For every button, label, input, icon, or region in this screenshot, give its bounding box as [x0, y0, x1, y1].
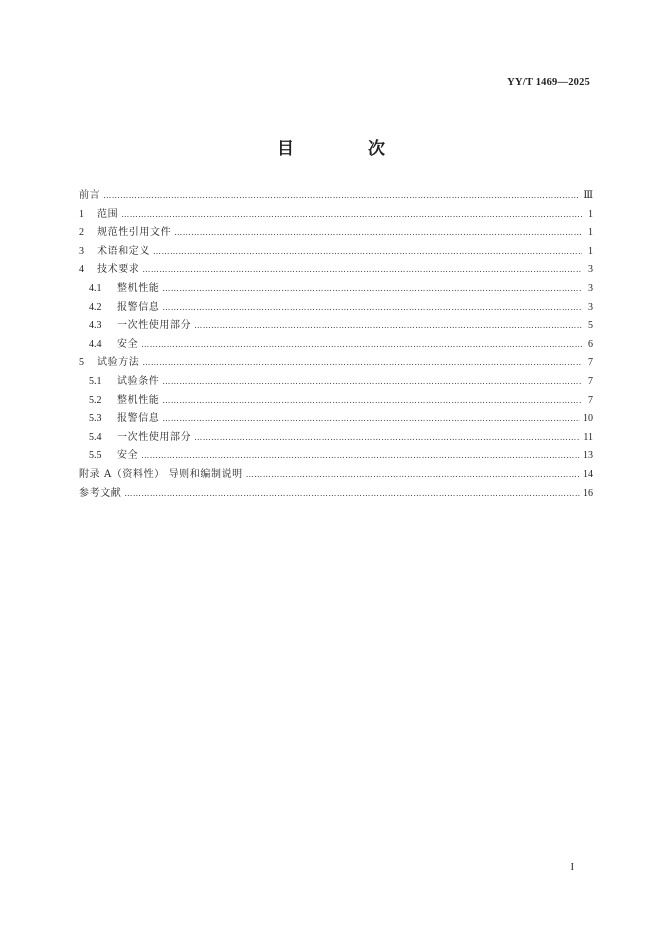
toc-entry-page: 13 — [583, 450, 593, 462]
toc-entry-5-4[interactable] — [79, 428, 593, 447]
leader-dots — [103, 191, 580, 200]
toc-entry-number: 4.2 — [89, 301, 102, 313]
toc-entry-page: 7 — [588, 357, 593, 369]
toc-entry-title: 整机性能 — [117, 282, 160, 294]
toc-entry-appendix-a[interactable] — [79, 465, 593, 484]
page-title: 目 次 — [277, 139, 419, 159]
toc-entry-title: 试验条件 — [117, 375, 160, 387]
toc-entry-page: 7 — [588, 394, 593, 406]
leader-dots — [142, 265, 582, 274]
toc-entry-5-5[interactable] — [79, 446, 593, 465]
leader-dots — [194, 433, 580, 442]
toc-entry-number: 1 — [79, 208, 84, 220]
toc-entry-normative-references[interactable] — [79, 223, 593, 242]
toc-entry-title: 整机性能 — [117, 394, 160, 406]
toc-entry-page: 3 — [588, 301, 593, 313]
document-code: YY/T 1469—2025 — [507, 77, 590, 88]
leader-dots — [162, 303, 582, 312]
toc-entry-title: 报警信息 — [117, 301, 160, 313]
toc-entry-page: 3 — [588, 282, 593, 294]
toc-entry-title: 技术要求 — [97, 264, 140, 276]
toc-entry-title: 一次性使用部分 — [117, 320, 192, 332]
toc-entry-title: 前言 — [79, 190, 101, 201]
toc-entry-title: 术语和定义 — [97, 245, 150, 257]
leader-dots — [162, 396, 582, 405]
leader-dots — [162, 284, 582, 293]
toc-entry-title: 附录 A（资料性） 导则和编制说明 — [79, 468, 243, 480]
toc-entry-number: 5.4 — [89, 431, 102, 443]
toc-entry-title: 规范性引用文件 — [97, 227, 172, 239]
toc-entry-number: 4 — [79, 264, 84, 276]
leader-dots — [141, 340, 582, 349]
page-number: I — [570, 862, 574, 873]
toc-entry-test-methods[interactable] — [79, 353, 593, 372]
toc-entry-page: 14 — [583, 468, 593, 480]
toc-entry-title: 报警信息 — [117, 413, 160, 425]
toc-entry-title: 参考文献 — [79, 487, 122, 499]
leader-dots — [162, 377, 582, 386]
toc-entry-number: 4.3 — [89, 320, 102, 332]
leader-dots — [174, 228, 582, 237]
toc-entry-page: 3 — [588, 264, 593, 276]
toc-entry-4-2[interactable] — [79, 298, 593, 317]
toc-entry-bibliography[interactable] — [79, 484, 593, 503]
toc-entry-page: 10 — [583, 413, 593, 425]
toc-entry-number: 5.2 — [89, 394, 102, 406]
toc-entry-title: 一次性使用部分 — [117, 431, 192, 443]
toc-entry-page: 5 — [588, 320, 593, 332]
toc-entry-title: 范围 — [97, 208, 119, 220]
toc-entry-page: 1 — [588, 227, 593, 239]
toc-entry-technical-requirements[interactable] — [79, 260, 593, 279]
leader-dots — [124, 489, 580, 498]
leader-dots — [142, 358, 582, 367]
toc-entry-page: Ⅲ — [583, 190, 593, 201]
toc-entry-number: 4.4 — [89, 338, 102, 350]
toc-entry-page: 1 — [588, 208, 593, 220]
toc-entry-4-4[interactable] — [79, 335, 593, 354]
leader-dots — [194, 321, 582, 330]
toc-entry-4-3[interactable] — [79, 316, 593, 335]
toc-entry-4-1[interactable] — [79, 279, 593, 298]
toc-entry-foreword[interactable] — [79, 186, 593, 205]
toc-entry-number: 2 — [79, 227, 84, 239]
toc-entry-page: 6 — [588, 338, 593, 350]
toc-entry-5-2[interactable] — [79, 391, 593, 410]
toc-entry-number: 5.1 — [89, 375, 102, 387]
leader-dots — [162, 414, 580, 423]
toc-entry-number: 3 — [79, 245, 84, 257]
toc-entry-number: 5.3 — [89, 413, 102, 425]
toc-entry-page: 7 — [588, 375, 593, 387]
leader-dots — [141, 451, 580, 460]
toc-entry-number: 4.1 — [89, 282, 102, 294]
leader-dots — [121, 210, 582, 219]
toc-entry-title: 试验方法 — [97, 357, 140, 369]
toc-entry-scope[interactable] — [79, 205, 593, 224]
toc-entry-5-3[interactable] — [79, 409, 593, 428]
toc-entry-number: 5.5 — [89, 450, 102, 462]
toc-entry-title: 安全 — [117, 450, 139, 462]
toc-entry-5-1[interactable] — [79, 372, 593, 391]
toc-entry-page: 1 — [588, 245, 593, 257]
leader-dots — [153, 247, 582, 256]
toc-entry-title: 安全 — [117, 338, 139, 350]
toc-entry-page: 11 — [583, 431, 593, 443]
leader-dots — [246, 470, 580, 479]
toc-entry-terms-definitions[interactable] — [79, 242, 593, 261]
toc-entry-page: 16 — [583, 487, 593, 499]
toc-entry-number: 5 — [79, 357, 84, 369]
table-of-contents — [79, 186, 593, 502]
